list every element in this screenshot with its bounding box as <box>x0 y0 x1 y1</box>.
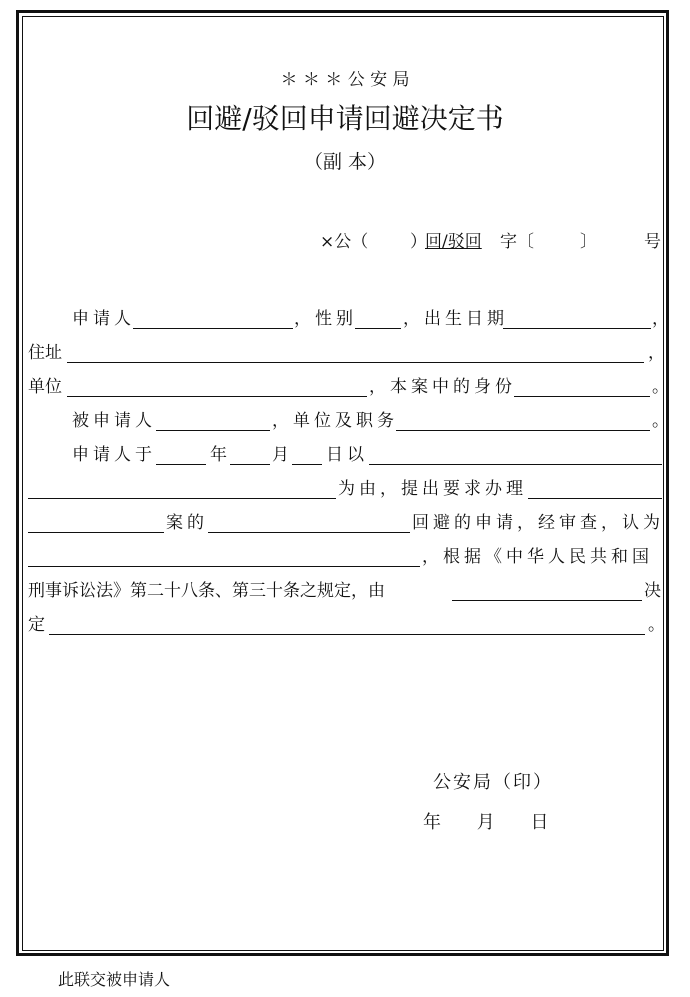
document-title: 回避/驳回申请回避决定书 <box>186 102 504 135</box>
gender-blank <box>355 328 401 329</box>
case-blank <box>28 532 164 533</box>
doc-no-close: ） <box>410 232 427 252</box>
case-of-label: 案的 <box>166 513 208 533</box>
basis-label: ，根据《中华人民共和国 <box>422 547 653 567</box>
unit-label: 单位 <box>28 377 62 397</box>
identity-blank <box>514 396 650 397</box>
doc-no-type: 回/驳回 <box>425 232 482 252</box>
year-blank <box>156 464 206 465</box>
seal-label: 公安局（印） <box>433 772 553 793</box>
birth-blank <box>503 328 651 329</box>
decision-blank <box>49 634 645 635</box>
date-label: 年 月 日 <box>423 812 553 833</box>
period-3: 。 <box>648 615 665 635</box>
month-blank <box>230 464 270 465</box>
address-blank <box>67 362 644 363</box>
birth-label: ，出生日期 <box>403 309 508 329</box>
handle-blank <box>528 498 662 499</box>
period-2: 。 <box>652 411 669 431</box>
unit-blank <box>67 396 367 397</box>
doc-no-prefix: ×公（ <box>320 232 369 252</box>
decide-char-1: 决 <box>644 581 661 601</box>
period-1: 。 <box>652 377 669 397</box>
year-label: 年 <box>210 445 227 465</box>
respondent-label: 被申请人 <box>72 411 156 431</box>
comma-1: ， <box>652 309 669 329</box>
doc-no-hao: 号 <box>644 232 661 252</box>
applicant-on-label: 申请人于 <box>72 445 156 465</box>
unit-position-label: ，单位及职务 <box>272 411 398 431</box>
opinion-blank <box>28 566 420 567</box>
method-blank <box>369 464 662 465</box>
decide-char-2: 定 <box>28 615 45 635</box>
doc-no-zi: 字〔 <box>500 232 534 252</box>
decider-blank <box>452 600 642 601</box>
gender-label: ，性别 <box>294 309 357 329</box>
applicant-label: 申请人 <box>72 309 135 329</box>
respondent-blank <box>156 430 270 431</box>
address-label: 住址 <box>28 343 62 363</box>
unit-position-blank <box>396 430 650 431</box>
doc-no-bracket-close: 〕 <box>580 232 597 252</box>
law-label: 刑事诉讼法》第二十八条、第三十条之规定，由 <box>28 581 385 601</box>
day-blank <box>292 464 322 465</box>
month-label: 月 <box>272 445 289 465</box>
reason-label: 为由，提出要求办理 <box>338 479 527 499</box>
applicant-blank <box>133 328 293 329</box>
day-by-label: 日以 <box>326 445 368 465</box>
copy-note: 此联交被申请人 <box>58 970 171 989</box>
agency-name: ＊ ＊ ＊ 公 安 局 <box>280 70 410 90</box>
recusal-target-blank <box>208 532 410 533</box>
identity-label: ，本案中的身份 <box>369 377 516 397</box>
copy-label: （副 本） <box>303 151 387 173</box>
comma-2: ， <box>648 343 665 363</box>
review-label: 回避的申请，经审查，认为 <box>412 513 664 533</box>
reason-blank <box>28 498 336 499</box>
